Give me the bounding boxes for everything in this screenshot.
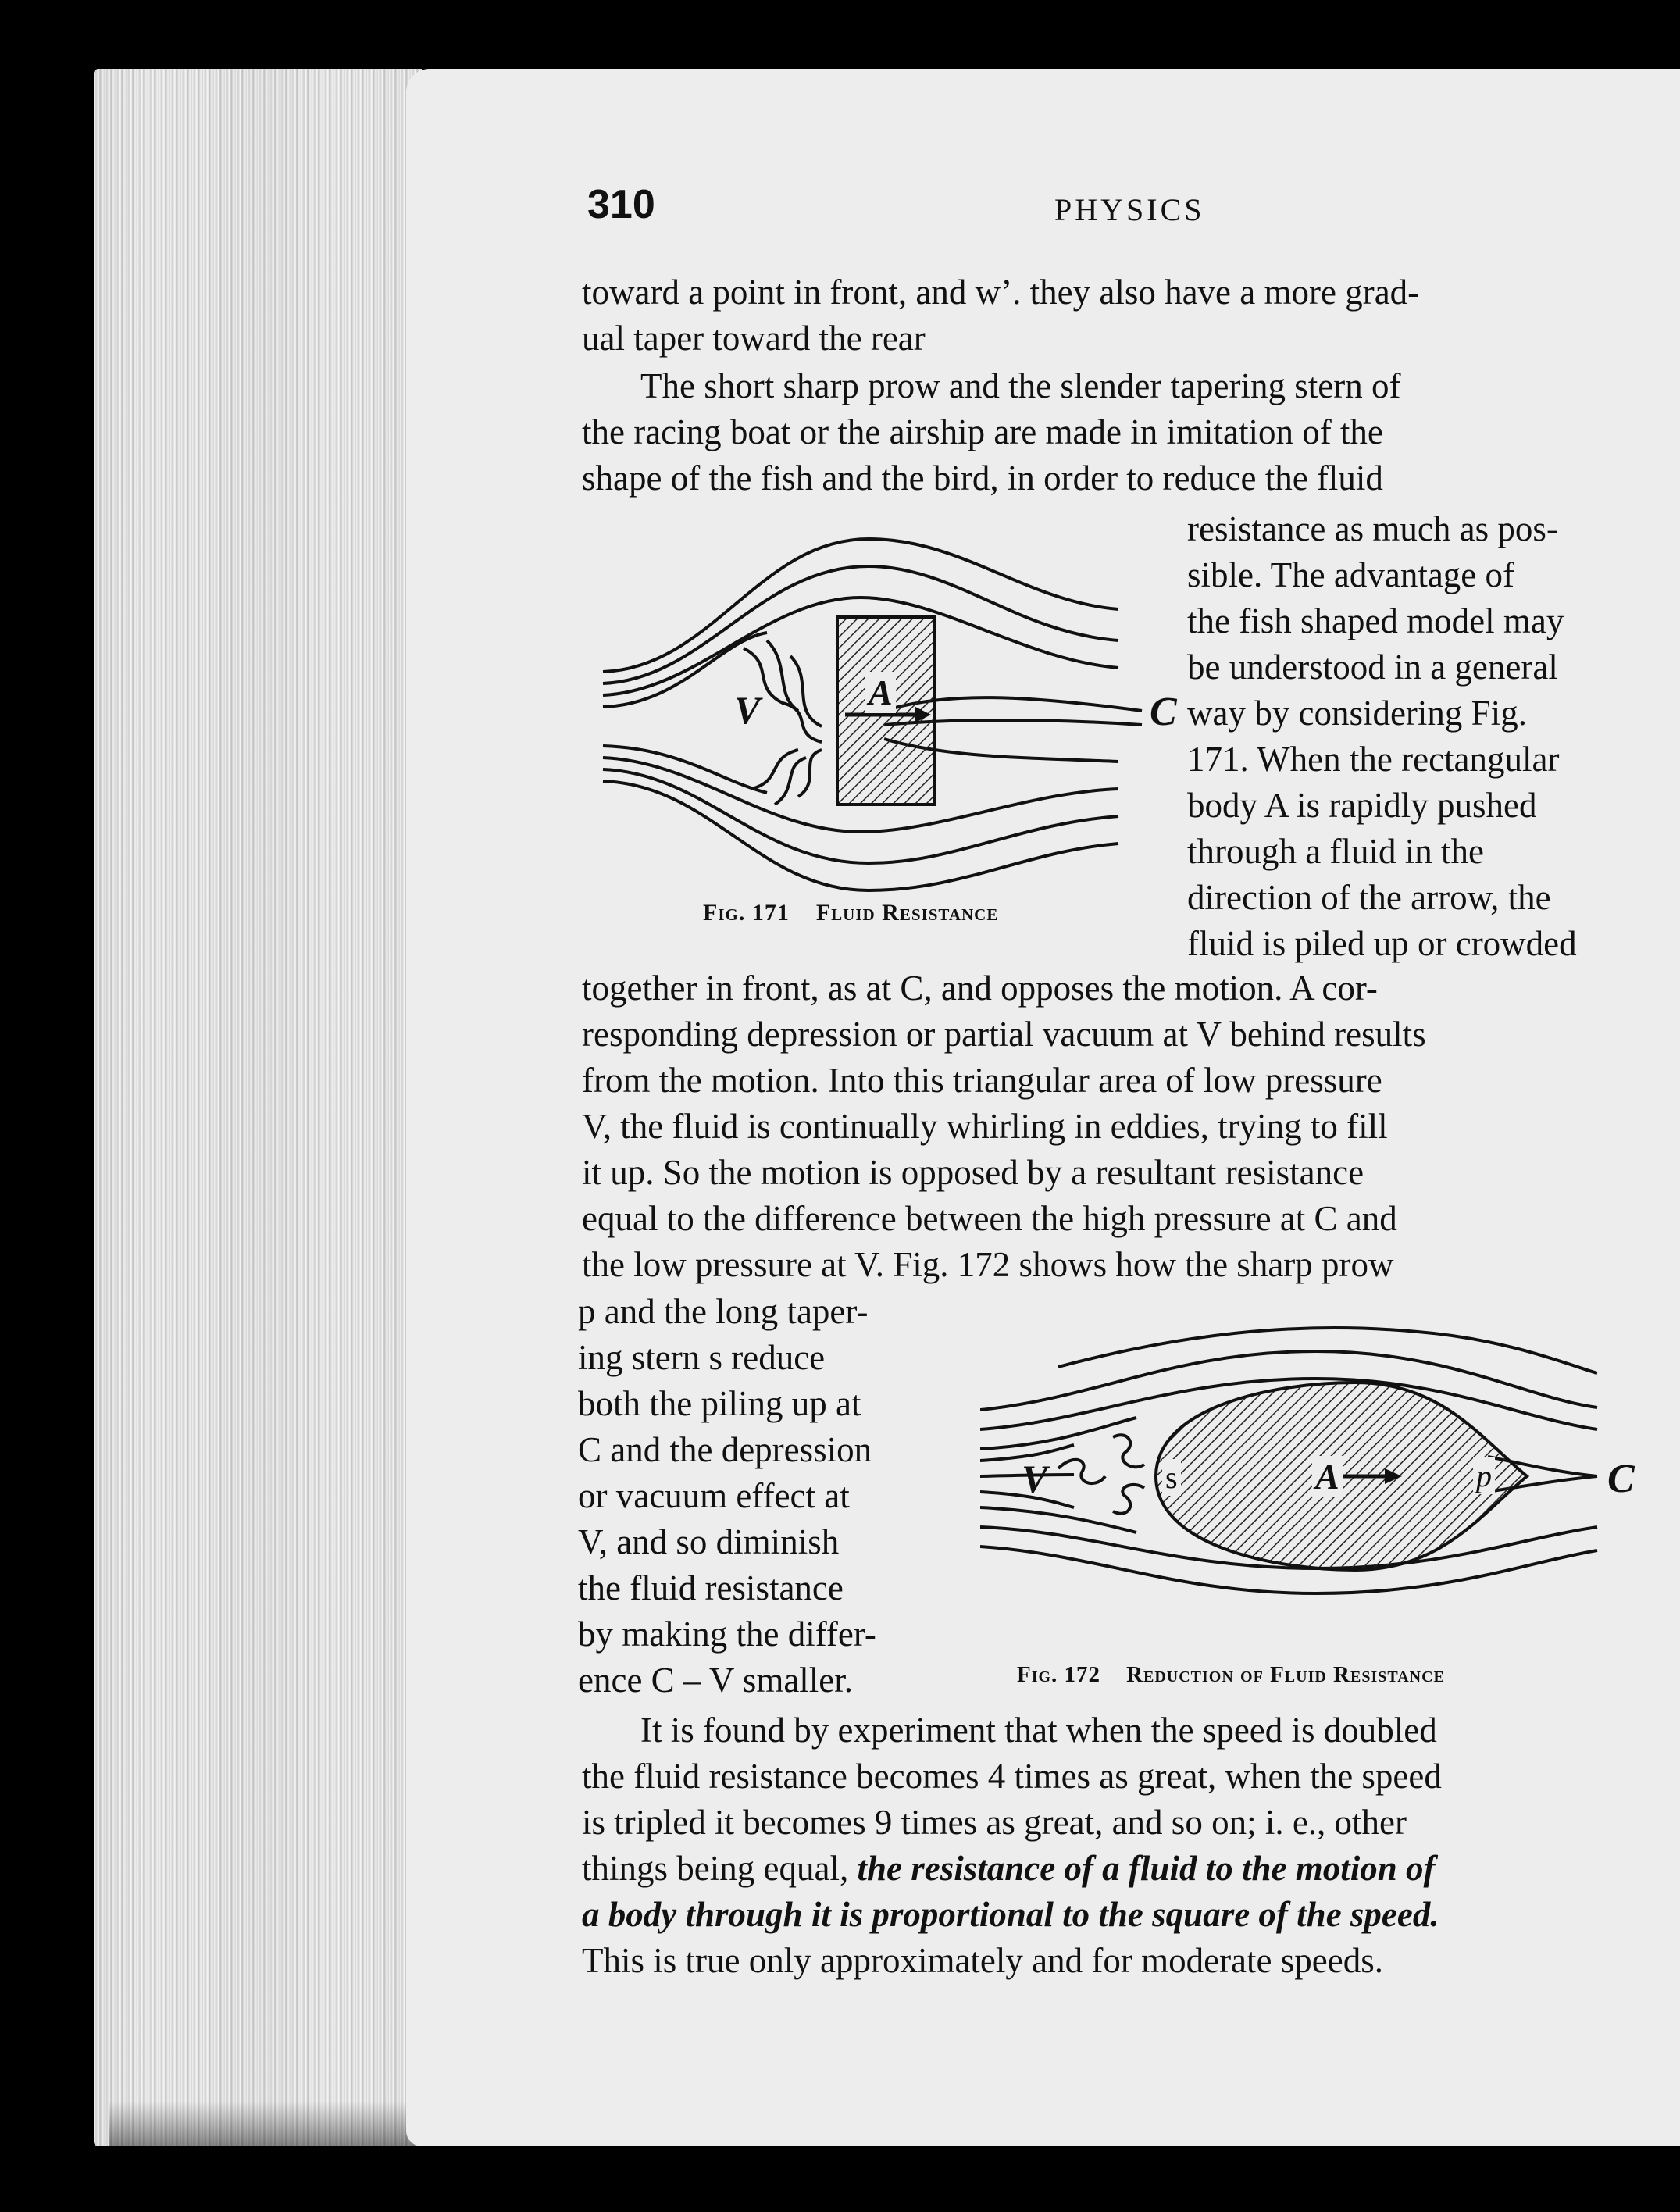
text-line: V, the fluid is continually whirling in eddies, trying to fill [582, 1107, 1388, 1146]
book-page-edges [94, 69, 422, 2146]
text-line: by making the differ- [578, 1614, 876, 1654]
text-line: resistance as much as pos- [1187, 509, 1558, 548]
text-line: body A is rapidly pushed [1187, 786, 1537, 825]
text-span: things being equal, [582, 1849, 858, 1888]
text-line: shape of the fish and the bird, in order to reduce the fluid [582, 458, 1383, 498]
text-line: It is found by experiment that when the speed is doubled [640, 1711, 1437, 1750]
fig172-label-front: C [1607, 1457, 1635, 1501]
text-line: the fish shaped model may [1187, 601, 1564, 640]
text-line: equal to the difference between the high pressure at C and [582, 1199, 1397, 1238]
text-line: the fluid resistance [578, 1568, 844, 1607]
fig171-caption [703, 900, 998, 926]
fig171-caption-number: Fig. 171 [703, 900, 790, 926]
text-line: is tripled it becomes 9 times as great, and so on; i. e., other [582, 1803, 1407, 1842]
fig171-label-body: A [865, 672, 896, 713]
text-line: way by considering Fig. [1187, 694, 1527, 733]
page-number: 310 [587, 182, 655, 227]
emphasized-line: a body through it is proportional to the square of the speed. [582, 1895, 1439, 1934]
text-line: p and the long taper- [578, 1292, 869, 1331]
fig171-label-rear: V [734, 688, 761, 732]
text-line: both the piling up at [578, 1384, 861, 1423]
text-line: This is true only approximately and for moderate speeds. [582, 1941, 1383, 1980]
text-line: 171. When the rectangular [1187, 740, 1560, 779]
fig171-caption-title: Fluid Resistance [815, 900, 999, 926]
text-line: fluid is piled up or crowded [1187, 924, 1577, 963]
fig172-label-rear: V [1022, 1457, 1048, 1500]
text-line: the low pressure at V. Fig. 172 shows how the sharp prow [582, 1245, 1394, 1284]
fig172-label-stern: s [1162, 1459, 1181, 1496]
text-line: toward a point in front, and wʼ. they also have a more grad- [582, 273, 1420, 312]
text-line: The short sharp prow and the slender tapering stern of [640, 366, 1401, 405]
text-line: direction of the arrow, the [1187, 878, 1551, 917]
text-line: ence C – V smaller. [578, 1661, 854, 1700]
text-line: C and the depression [578, 1430, 872, 1469]
paragraph-1 [582, 269, 1652, 362]
paragraph-2-start [582, 363, 1652, 501]
fig172-caption-number: Fig. 172 [1017, 1662, 1101, 1687]
text-line: through a fluid in the [1187, 832, 1484, 871]
text-line: together in front, as at C, and opposes the motion. A cor- [582, 969, 1378, 1008]
paragraph-2-left-column [578, 1289, 953, 1704]
fig172-caption [1017, 1662, 1445, 1688]
fig172-caption-title: Reduction of Fluid Resistance [1126, 1662, 1445, 1687]
text-line: V, and so diminish [578, 1522, 840, 1561]
paragraph-2-right-column [1187, 506, 1652, 967]
fig171-label-front: C [1150, 690, 1177, 734]
text-line: be understood in a general [1187, 648, 1558, 687]
emphasized-text: the resistance of a fluid to the motion of [857, 1849, 1436, 1888]
paragraph-2-middle [582, 965, 1652, 1288]
text-line: from the motion. Into this triangular area of low pressure [582, 1061, 1382, 1100]
paragraph-3 [582, 1707, 1652, 1984]
running-title: PHYSICS [1054, 192, 1205, 227]
text-line: the racing boat or the airship are made in imitation of the [582, 412, 1383, 451]
text-line [582, 1846, 1652, 1892]
text-line: it up. So the motion is opposed by a resultant resistance [582, 1153, 1364, 1192]
text-line: ing stern s reduce [578, 1338, 826, 1377]
text-line: sible. The advantage of [1187, 555, 1515, 594]
page-shadow [109, 2101, 422, 2148]
text-line: the fluid resistance becomes 4 times as great, when the speed [582, 1757, 1442, 1796]
text-line: ual taper toward the rear [582, 319, 926, 358]
fig172-label-body: A [1312, 1456, 1343, 1497]
fig172-label-prow: p [1473, 1457, 1495, 1494]
text-line: responding depression or partial vacuum at V behind results [582, 1015, 1426, 1054]
text-line: or vacuum effect at [578, 1476, 850, 1515]
